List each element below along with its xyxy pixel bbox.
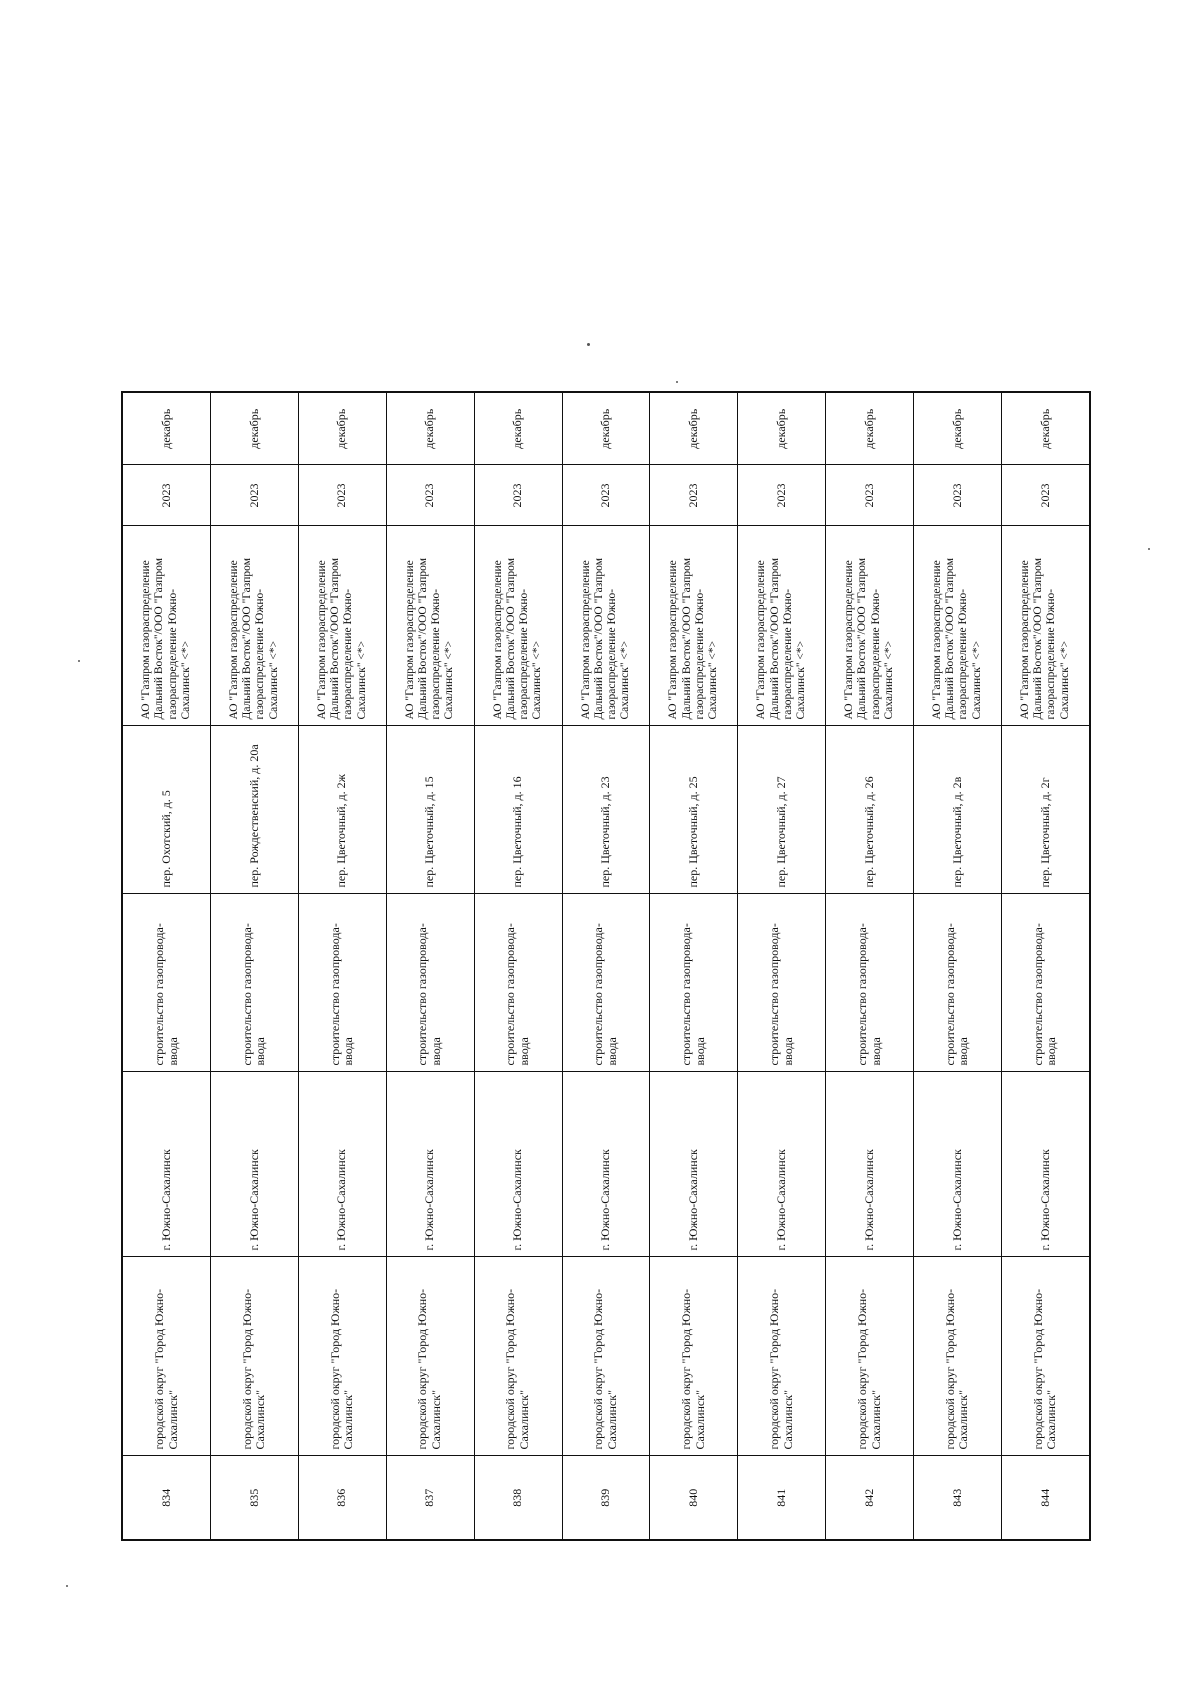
work-type-cell: строительство газопровода-ввода xyxy=(122,894,211,1072)
locality-cell: г. Южно-Сахалинск xyxy=(1001,1072,1090,1257)
table-row xyxy=(1001,392,1090,1540)
address-cell: пер. Цветочный, д. 16 xyxy=(474,726,562,894)
rotated-table-container xyxy=(121,393,1091,1541)
address-cell: пер. Рождественский, д. 20а xyxy=(211,726,299,894)
organization-cell: АО "Газпром газораспределение Дальний Восток"/ООО "Газпром газораспределение Южно-Сахалинск" <*> xyxy=(122,526,211,726)
month-cell: декабрь xyxy=(914,392,1002,465)
work-type-cell: строительство газопровода-ввода xyxy=(1001,894,1090,1072)
organization-cell: АО "Газпром газораспределение Дальний Восток"/ООО "Газпром газораспределение Южно-Сахалинск" <*> xyxy=(562,526,650,726)
address-cell: пер. Цветочный, д. 25 xyxy=(650,726,738,894)
locality-cell: г. Южно-Сахалинск xyxy=(738,1072,826,1257)
work-type-cell: строительство газопровода-ввода xyxy=(650,894,738,1072)
locality-cell: г. Южно-Сахалинск xyxy=(122,1072,211,1257)
table-row xyxy=(562,392,650,1540)
gas-pipeline-schedule-table xyxy=(121,391,1091,1541)
month-cell: декабрь xyxy=(562,392,650,465)
table-row xyxy=(474,392,562,1540)
year-cell: 2023 xyxy=(914,465,1002,526)
year-cell: 2023 xyxy=(474,465,562,526)
year-cell: 2023 xyxy=(1001,465,1090,526)
scan-speck xyxy=(78,660,80,662)
address-cell: пер. Цветочный, д. 23 xyxy=(562,726,650,894)
table-row xyxy=(738,392,826,1540)
organization-cell: АО "Газпром газораспределение Дальний Восток"/ООО "Газпром газораспределение Южно-Сахалинск" <*> xyxy=(474,526,562,726)
municipality-cell: городской округ "Город Южно-Сахалинск" xyxy=(386,1257,474,1456)
organization-cell: АО "Газпром газораспределение Дальний Восток"/ООО "Газпром газораспределение Южно-Сахалинск" <*> xyxy=(914,526,1002,726)
municipality-cell: городской округ "Город Южно-Сахалинск" xyxy=(562,1257,650,1456)
year-cell: 2023 xyxy=(298,465,386,526)
year-cell: 2023 xyxy=(562,465,650,526)
year-cell: 2023 xyxy=(738,465,826,526)
table-row xyxy=(122,392,211,1540)
municipality-cell: городской округ "Город Южно-Сахалинск" xyxy=(211,1257,299,1456)
locality-cell: г. Южно-Сахалинск xyxy=(298,1072,386,1257)
address-cell: пер. Цветочный, д. 26 xyxy=(826,726,914,894)
table-row xyxy=(914,392,1002,1540)
year-cell: 2023 xyxy=(650,465,738,526)
address-cell: пер. Цветочный, д. 2в xyxy=(914,726,1002,894)
work-type-cell: строительство газопровода-ввода xyxy=(298,894,386,1072)
row-number-cell: 842 xyxy=(826,1456,914,1540)
locality-cell: г. Южно-Сахалинск xyxy=(562,1072,650,1257)
row-number-cell: 840 xyxy=(650,1456,738,1540)
organization-cell: АО "Газпром газораспределение Дальний Восток"/ООО "Газпром газораспределение Южно-Сахалинск" <*> xyxy=(738,526,826,726)
municipality-cell: городской округ "Город Южно-Сахалинск" xyxy=(298,1257,386,1456)
month-cell: декабрь xyxy=(386,392,474,465)
address-cell: пер. Цветочный, д. 15 xyxy=(386,726,474,894)
row-number-cell: 835 xyxy=(211,1456,299,1540)
row-number-cell: 839 xyxy=(562,1456,650,1540)
month-cell: декабрь xyxy=(211,392,299,465)
organization-cell: АО "Газпром газораспределение Дальний Восток"/ООО "Газпром газораспределение Южно-Сахалинск" <*> xyxy=(386,526,474,726)
table-row xyxy=(298,392,386,1540)
municipality-cell: городской округ "Город Южно-Сахалинск" xyxy=(738,1257,826,1456)
scan-speck xyxy=(587,343,590,346)
scan-speck xyxy=(66,1585,68,1587)
organization-cell: АО "Газпром газораспределение Дальний Восток"/ООО "Газпром газораспределение Южно-Сахалинск" <*> xyxy=(211,526,299,726)
municipality-cell: городской округ "Город Южно-Сахалинск" xyxy=(650,1257,738,1456)
locality-cell: г. Южно-Сахалинск xyxy=(474,1072,562,1257)
address-cell: пер. Цветочный, д. 2г xyxy=(1001,726,1090,894)
year-cell: 2023 xyxy=(122,465,211,526)
scan-speck xyxy=(676,381,678,383)
municipality-cell: городской округ "Город Южно-Сахалинск" xyxy=(826,1257,914,1456)
month-cell: декабрь xyxy=(738,392,826,465)
row-number-cell: 844 xyxy=(1001,1456,1090,1540)
organization-cell: АО "Газпром газораспределение Дальний Восток"/ООО "Газпром газораспределение Южно-Сахалинск" <*> xyxy=(826,526,914,726)
table-body xyxy=(122,392,1090,1540)
row-number-cell: 837 xyxy=(386,1456,474,1540)
row-number-cell: 836 xyxy=(298,1456,386,1540)
row-number-cell: 841 xyxy=(738,1456,826,1540)
municipality-cell: городской округ "Город Южно-Сахалинск" xyxy=(474,1257,562,1456)
row-number-cell: 838 xyxy=(474,1456,562,1540)
month-cell: декабрь xyxy=(826,392,914,465)
work-type-cell: строительство газопровода-ввода xyxy=(914,894,1002,1072)
municipality-cell: городской округ "Город Южно-Сахалинск" xyxy=(914,1257,1002,1456)
locality-cell: г. Южно-Сахалинск xyxy=(386,1072,474,1257)
table-row xyxy=(211,392,299,1540)
address-cell: пер. Цветочный, д. 27 xyxy=(738,726,826,894)
table-row xyxy=(386,392,474,1540)
organization-cell: АО "Газпром газораспределение Дальний Восток"/ООО "Газпром газораспределение Южно-Сахалинск" <*> xyxy=(650,526,738,726)
month-cell: декабрь xyxy=(1001,392,1090,465)
locality-cell: г. Южно-Сахалинск xyxy=(211,1072,299,1257)
municipality-cell: городской округ "Город Южно-Сахалинск" xyxy=(122,1257,211,1456)
month-cell: декабрь xyxy=(650,392,738,465)
year-cell: 2023 xyxy=(826,465,914,526)
address-cell: пер. Охотский, д. 5 xyxy=(122,726,211,894)
work-type-cell: строительство газопровода-ввода xyxy=(562,894,650,1072)
row-number-cell: 843 xyxy=(914,1456,1002,1540)
organization-cell: АО "Газпром газораспределение Дальний Восток"/ООО "Газпром газораспределение Южно-Сахалинск" <*> xyxy=(1001,526,1090,726)
work-type-cell: строительство газопровода-ввода xyxy=(474,894,562,1072)
work-type-cell: строительство газопровода-ввода xyxy=(738,894,826,1072)
address-cell: пер. Цветочный, д. 2ж xyxy=(298,726,386,894)
year-cell: 2023 xyxy=(386,465,474,526)
organization-cell: АО "Газпром газораспределение Дальний Восток"/ООО "Газпром газораспределение Южно-Сахалинск" <*> xyxy=(298,526,386,726)
month-cell: декабрь xyxy=(474,392,562,465)
locality-cell: г. Южно-Сахалинск xyxy=(826,1072,914,1257)
month-cell: декабрь xyxy=(122,392,211,465)
municipality-cell: городской округ "Город Южно-Сахалинск" xyxy=(1001,1257,1090,1456)
table-row xyxy=(650,392,738,1540)
locality-cell: г. Южно-Сахалинск xyxy=(914,1072,1002,1257)
year-cell: 2023 xyxy=(211,465,299,526)
work-type-cell: строительство газопровода-ввода xyxy=(826,894,914,1072)
month-cell: декабрь xyxy=(298,392,386,465)
locality-cell: г. Южно-Сахалинск xyxy=(650,1072,738,1257)
work-type-cell: строительство газопровода-ввода xyxy=(211,894,299,1072)
row-number-cell: 834 xyxy=(122,1456,211,1540)
scan-speck xyxy=(1148,548,1150,550)
table-row xyxy=(826,392,914,1540)
work-type-cell: строительство газопровода-ввода xyxy=(386,894,474,1072)
